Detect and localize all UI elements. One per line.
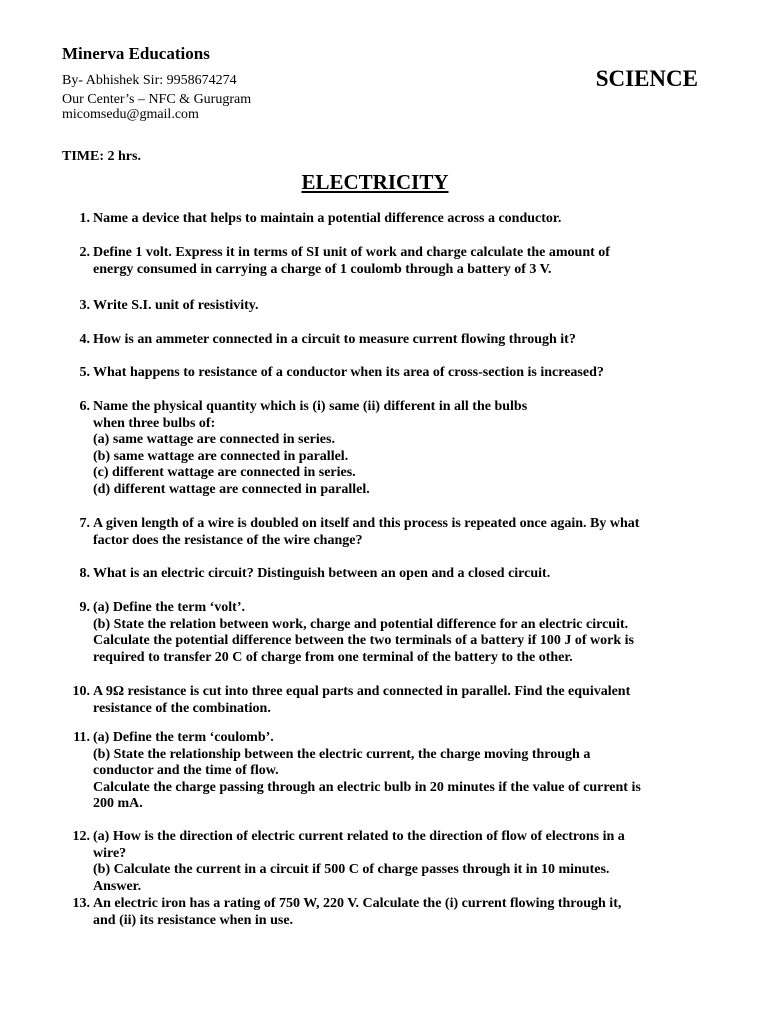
question-number: 5. bbox=[79, 365, 90, 380]
question-line: (b) State the relation between work, charge and potential difference for an electric circuit. bbox=[93, 616, 629, 632]
question-line: (d) different wattage are connected in parallel. bbox=[93, 481, 370, 497]
question-line: when three bulbs of: bbox=[93, 415, 216, 431]
question-line: (a) How is the direction of electric current related to the direction of flow of electrons in a bbox=[93, 829, 625, 844]
question-line: (b) same wattage are connected in parallel. bbox=[93, 448, 349, 464]
question-line: resistance of the combination. bbox=[93, 700, 271, 716]
question-line: wire? bbox=[93, 845, 127, 861]
question-number: 2. bbox=[79, 245, 90, 260]
question-item bbox=[62, 399, 712, 499]
question-number: 9. bbox=[79, 600, 90, 615]
center-locations: Our Center’s – NFC & Gurugram bbox=[62, 92, 252, 107]
time-limit: TIME: 2 hrs. bbox=[62, 149, 141, 164]
question-line: How is an ammeter connected in a circuit to measure current flowing through it? bbox=[93, 332, 576, 347]
question-line: conductor and the time of flow. bbox=[93, 763, 279, 779]
question-line: factor does the resistance of the wire change? bbox=[93, 532, 363, 548]
question-item bbox=[62, 298, 712, 315]
question-number: 3. bbox=[79, 298, 90, 313]
question-line: Write S.I. unit of resistivity. bbox=[93, 298, 259, 313]
question-item bbox=[62, 516, 712, 549]
question-line: energy consumed in carrying a charge of 1 coulomb through a battery of 3 V. bbox=[93, 261, 552, 277]
question-line: Answer. bbox=[93, 878, 142, 894]
teacher-contact: By- Abhishek Sir: 9958674274 bbox=[62, 73, 237, 88]
question-line: (b) Calculate the current in a circuit if 500 C of charge passes through it in 10 minutes. bbox=[93, 862, 610, 878]
email-address: micomsedu@gmail.com bbox=[62, 107, 199, 122]
question-item bbox=[62, 829, 712, 895]
question-line: (b) State the relationship between the electric current, the charge moving through a bbox=[93, 746, 591, 762]
subject-heading: SCIENCE bbox=[595, 66, 698, 91]
question-item bbox=[62, 211, 712, 228]
question-line: Name the physical quantity which is (i) same (ii) different in all the bulbs bbox=[93, 399, 528, 414]
question-item bbox=[62, 245, 712, 278]
question-line: required to transfer 20 C of charge from one terminal of the battery to the other. bbox=[93, 649, 573, 665]
question-item bbox=[62, 600, 712, 666]
question-number: 12. bbox=[72, 829, 90, 844]
question-line: An electric iron has a rating of 750 W, 220 V. Calculate the (i) current flowing through it, bbox=[93, 896, 622, 911]
question-item bbox=[62, 332, 712, 349]
question-line: and (ii) its resistance when in use. bbox=[93, 912, 294, 928]
question-line: 200 mA. bbox=[93, 796, 143, 812]
question-line: (a) same wattage are connected in series. bbox=[93, 432, 335, 448]
question-line: Calculate the potential difference between the two terminals of a battery if 100 J of work is bbox=[93, 633, 634, 649]
question-line: What happens to resistance of a conductor when its area of cross-section is increased? bbox=[93, 365, 604, 380]
question-item bbox=[62, 684, 712, 717]
question-number: 13. bbox=[72, 896, 90, 911]
question-number: 10. bbox=[72, 684, 90, 699]
question-item bbox=[62, 730, 712, 813]
question-number: 6. bbox=[79, 399, 90, 414]
question-line: (a) Define the term ‘coulomb’. bbox=[93, 730, 274, 745]
question-line: Calculate the charge passing through an electric bulb in 20 minutes if the value of current is bbox=[93, 779, 641, 795]
question-line: Define 1 volt. Express it in terms of SI unit of work and charge calculate the amount of bbox=[93, 245, 610, 260]
question-line: (a) Define the term ‘volt’. bbox=[93, 600, 245, 615]
question-line: A given length of a wire is doubled on itself and this process is repeated once again. By what bbox=[93, 516, 640, 531]
question-line: (c) different wattage are connected in series. bbox=[93, 465, 356, 481]
question-number: 4. bbox=[79, 332, 90, 347]
question-number: 11. bbox=[73, 730, 90, 745]
question-line: A 9Ω resistance is cut into three equal parts and connected in parallel. Find the equivalent bbox=[93, 684, 631, 699]
question-line: What is an electric circuit? Distinguish between an open and a closed circuit. bbox=[93, 566, 551, 581]
question-item bbox=[62, 365, 712, 382]
question-line: Name a device that helps to maintain a potential difference across a conductor. bbox=[93, 211, 562, 226]
organization-name: Minerva Educations bbox=[62, 44, 210, 63]
question-number: 1. bbox=[79, 211, 90, 226]
worksheet-title: ELECTRICITY bbox=[301, 170, 449, 194]
question-item bbox=[62, 566, 712, 583]
question-number: 7. bbox=[79, 516, 90, 531]
question-number: 8. bbox=[79, 566, 90, 581]
question-item bbox=[62, 896, 712, 929]
